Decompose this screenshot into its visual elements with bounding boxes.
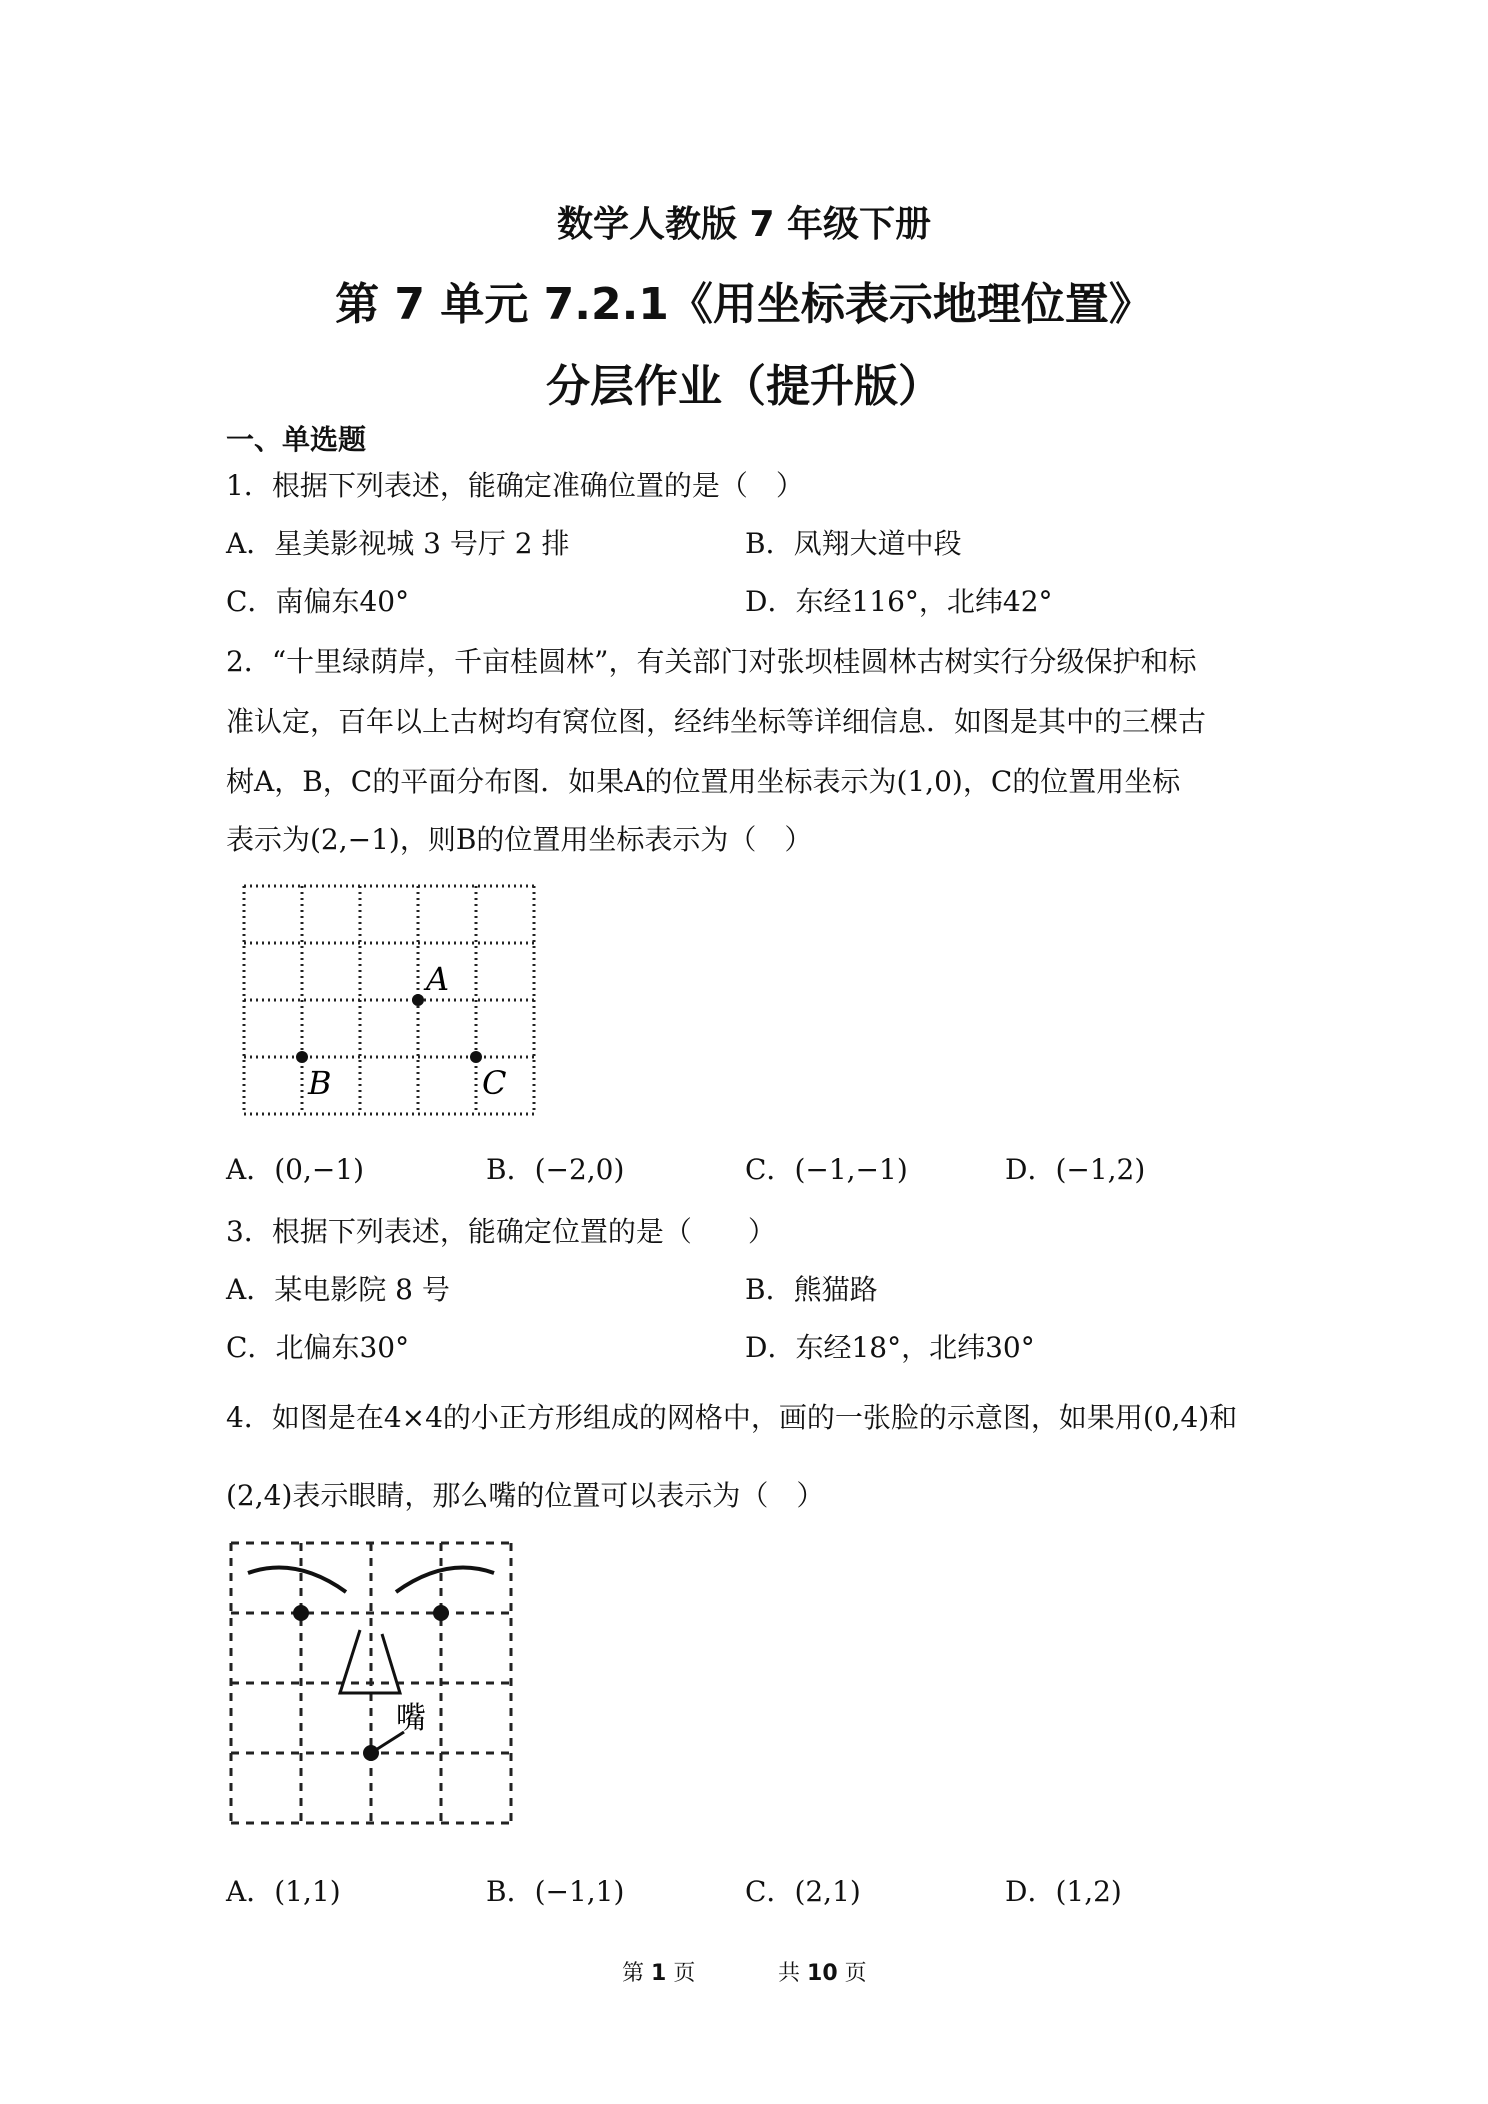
option-label: A．	[226, 1153, 275, 1186]
option-label: A．	[226, 1273, 275, 1306]
option-label: A．	[226, 527, 275, 560]
option-b[interactable]	[486, 1148, 624, 1188]
total-prefix: 共	[778, 1961, 801, 1986]
tree-point-b	[296, 1051, 308, 1063]
option-text: (−1,1)	[534, 1875, 625, 1908]
option-a[interactable]	[226, 522, 569, 562]
option-label: C．	[745, 1875, 795, 1908]
option-label: D．	[745, 585, 796, 618]
document-subtitle: 数学人教版 7 年级下册	[556, 204, 932, 245]
option-label: D．	[1005, 1153, 1056, 1186]
point-label-a: A	[426, 960, 450, 998]
option-c[interactable]	[745, 1148, 908, 1188]
option-d[interactable]	[745, 580, 1053, 620]
option-text: 凤翔大道中段	[793, 527, 962, 560]
option-d[interactable]	[1005, 1870, 1122, 1910]
option-text: 东经18°，北纬30°	[795, 1331, 1035, 1364]
option-label: B．	[486, 1875, 535, 1908]
option-text: 熊猫路	[793, 1273, 878, 1306]
document-title: 第 7 单元 7.2.1《用坐标表示地理位置》	[335, 279, 1153, 330]
point-label-b: B	[308, 1064, 332, 1102]
question-text: 根据下列表述，能确定位置的是（ ）	[271, 1215, 776, 1248]
question-stem-line: 树A，B，C的平面分布图．如果A的位置用坐标表示为(1,0)，C的位置用坐标	[226, 765, 1181, 798]
total-suffix: 页	[844, 1961, 867, 1986]
option-c[interactable]	[226, 580, 409, 620]
question-text: 根据下列表述，能确定准确位置的是（ ）	[271, 469, 804, 502]
right-eye	[433, 1605, 449, 1621]
option-text: (1,2)	[1055, 1875, 1122, 1908]
question-stem	[226, 1210, 776, 1250]
option-b[interactable]	[745, 522, 962, 562]
option-text: 某电影院 8 号	[274, 1273, 450, 1306]
right-eyebrow	[396, 1568, 494, 1592]
option-text: (−2,0)	[534, 1153, 625, 1186]
question-stem-line	[226, 640, 1196, 680]
option-label: B．	[745, 527, 794, 560]
question-text: “十里绿荫岸，千亩桂圆林”，有关部门对张坝桂圆林古树实行分级保护和标	[271, 645, 1197, 678]
option-text: 南偏东40°	[275, 585, 410, 618]
question-stem-line: (2,4)表示眼睛，那么嘴的位置可以表示为（ ）	[226, 1479, 825, 1512]
option-c[interactable]	[226, 1326, 409, 1366]
mouth-point	[363, 1745, 379, 1761]
option-a[interactable]	[226, 1870, 341, 1910]
option-b[interactable]	[486, 1870, 624, 1910]
page-current: 1	[651, 1961, 667, 1986]
option-text: (−1,−1)	[794, 1153, 908, 1186]
point-label-c: C	[482, 1064, 507, 1102]
page-suffix: 页	[673, 1961, 696, 1986]
dashed-grid	[231, 1543, 511, 1823]
question-stem-line: 准认定，百年以上古树均有窝位图，经纬坐标等详细信息．如图是其中的三棵古	[226, 705, 1207, 738]
left-eye	[293, 1605, 309, 1621]
option-d[interactable]	[745, 1326, 1035, 1366]
left-eyebrow	[248, 1568, 346, 1592]
option-a[interactable]	[226, 1268, 450, 1308]
tree-point-c	[470, 1051, 482, 1063]
option-label: C．	[226, 1331, 276, 1364]
question-stem-line: 表示为(2,−1)，则B的位置用坐标表示为（ ）	[226, 823, 813, 856]
option-label: C．	[226, 585, 276, 618]
section-title: 一、单选题	[226, 423, 367, 456]
option-label: D．	[1005, 1875, 1056, 1908]
total-pages: 10	[807, 1961, 838, 1986]
tree-point-a	[412, 994, 424, 1006]
option-label: C．	[745, 1153, 795, 1186]
option-text: 东经116°，北纬42°	[795, 585, 1053, 618]
option-c[interactable]	[745, 1870, 861, 1910]
option-label: D．	[745, 1331, 796, 1364]
question-stem-line	[226, 1396, 1237, 1436]
option-text: 北偏东30°	[275, 1331, 410, 1364]
page-prefix: 第	[622, 1961, 645, 1986]
option-text: 星美影视城 3 号厅 2 排	[274, 527, 570, 560]
page-number	[622, 1956, 695, 1987]
question-text: 如图是在4×4的小正方形组成的网格中，画的一张脸的示意图，如果用(0,4)和	[271, 1401, 1238, 1434]
option-label: B．	[745, 1273, 794, 1306]
option-text: (0,−1)	[274, 1153, 365, 1186]
question-number: 3．	[226, 1215, 272, 1248]
option-a[interactable]	[226, 1148, 364, 1188]
mouth-label: 嘴	[396, 1701, 426, 1736]
question-number: 2．	[226, 645, 272, 678]
option-text: (2,1)	[794, 1875, 861, 1908]
option-label: A．	[226, 1875, 275, 1908]
question-stem	[226, 464, 804, 504]
option-text: (1,1)	[274, 1875, 341, 1908]
option-b[interactable]	[745, 1268, 878, 1308]
document-title-sub: 分层作业（提升版）	[546, 361, 942, 412]
question-number: 4．	[226, 1401, 272, 1434]
option-d[interactable]	[1005, 1148, 1145, 1188]
page-total	[778, 1956, 867, 1987]
face-grid-figure	[226, 1538, 516, 1828]
option-text: (−1,2)	[1055, 1153, 1146, 1186]
tree-distribution-figure	[242, 884, 538, 1120]
option-label: B．	[486, 1153, 535, 1186]
question-number: 1．	[226, 469, 272, 502]
